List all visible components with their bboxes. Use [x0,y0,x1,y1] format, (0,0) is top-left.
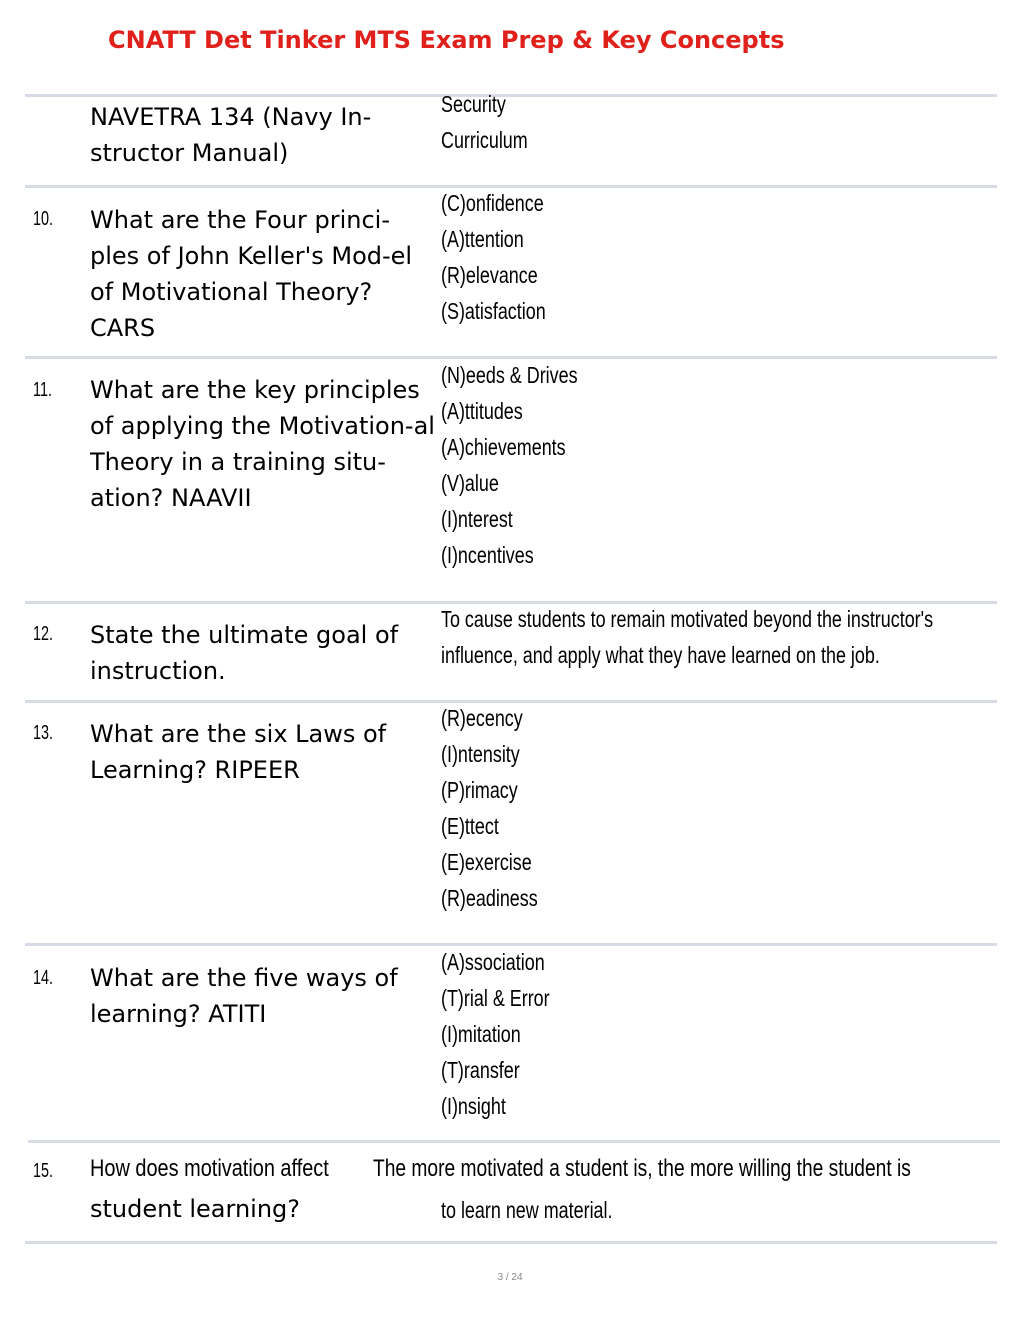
question-text: How does motivation affect [90,1155,329,1182]
answer-line: (I)nsight [441,1093,506,1119]
question-number: 15. [33,1160,54,1182]
table-rule [28,1140,1000,1143]
answer-line: (R)eadiness [441,885,538,911]
answer-text [441,944,550,1124]
question-text: What are the six Laws of Learning? RIPEER [90,720,387,784]
page-title: CNATT Det Tinker MTS Exam Prep & Key Concepts [108,26,785,54]
answer-line: (V)alue [441,470,499,496]
question-text: What are the five ways of learning? ATITI [90,964,398,1028]
question-text: student learning? [90,1195,301,1223]
answer-line: (A)ssociation [441,949,545,975]
question-number: 13. [33,722,54,744]
question-text: What are the Four princi-ples of John Keller's Mod-el of Motivational Theory? CARS [90,206,413,342]
answer-line: (A)chievements [441,434,566,460]
answer-line: (I)mitation [441,1021,521,1047]
question-number: 11. [33,379,52,401]
answer-text [441,601,933,673]
question-number: 14. [33,967,54,989]
answer-line: (R)ecency [441,705,523,731]
question-number: 12. [33,623,54,645]
answer-line: (I)nterest [441,506,513,532]
page-number: 3 / 24 [497,1272,523,1283]
question-text: What are the key principles of applying the Motivation-al Theory in a training situ-ation? NAAVII [90,376,435,512]
question-text: NAVETRA 134 (Navy In-structor Manual) [90,103,372,167]
answer-line: (S)atisfaction [441,298,546,324]
answer-line: To cause students to remain motivated beyond the instructor's [441,606,934,632]
answer-text [441,185,546,329]
answer-line: influence, and apply what they have learned on the job. [441,642,880,668]
question-number: 10. [33,208,54,230]
answer-line: (T)rial & Error [441,985,550,1011]
question-text: State the ultimate goal of instruction. [90,621,399,685]
answer-line: (T)ransfer [441,1057,520,1083]
answer-text [441,86,528,158]
answer-line: (C)onfidence [441,190,544,216]
answer-line: (P)rimacy [441,777,518,803]
answer-line: Security [441,91,506,117]
answer-text: The more motivated a student is, the more willing the student is [373,1155,911,1182]
answer-line: (A)ttention [441,226,524,252]
answer-line: (E)ttect [441,813,499,839]
answer-line: Curriculum [441,127,528,153]
answer-line: (I)ntensity [441,741,520,767]
answer-text [441,357,578,573]
answer-line: (E)exercise [441,849,532,875]
answer-line: (A)ttitudes [441,398,523,424]
table-rule [25,1241,997,1244]
answer-text [441,700,538,916]
answer-line: (I)ncentives [441,542,534,568]
answer-line: (N)eeds & Drives [441,362,578,388]
answer-text: to learn new material. [441,1197,613,1223]
answer-line: (R)elevance [441,262,538,288]
